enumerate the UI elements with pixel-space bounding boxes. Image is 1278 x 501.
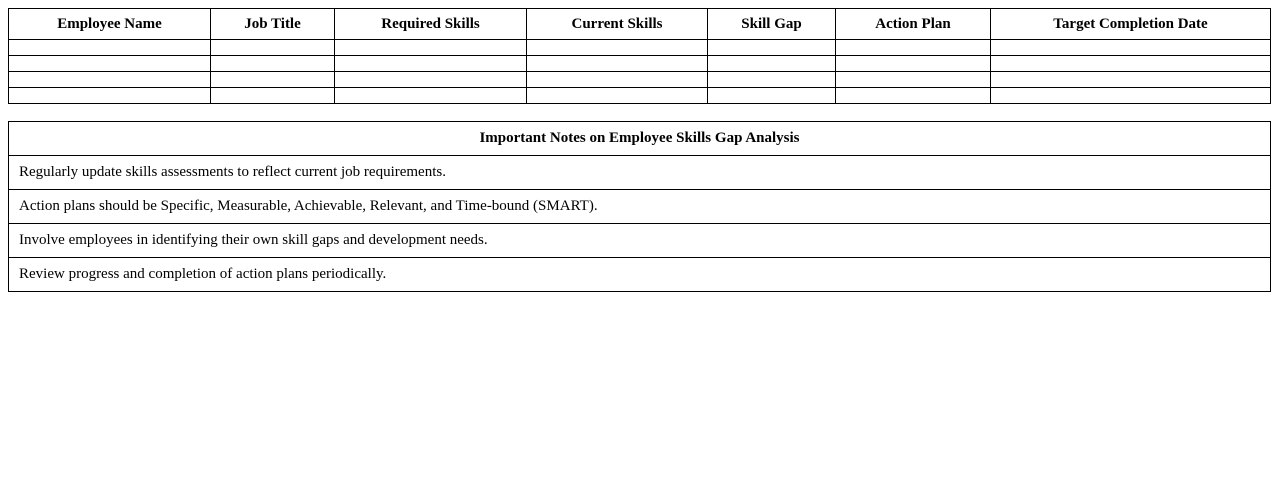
list-item — [9, 224, 1271, 258]
cell-required-skills[interactable] — [335, 40, 527, 56]
cell-current-skills[interactable] — [527, 72, 708, 88]
column-header-skill-gap: Skill Gap — [708, 9, 836, 40]
cell-required-skills[interactable] — [335, 56, 527, 72]
list-item — [9, 190, 1271, 224]
note-text: Regularly update skills assessments to reflect current job requirements. — [9, 156, 1271, 190]
column-header-required-skills: Required Skills — [335, 9, 527, 40]
note-text: Action plans should be Specific, Measurable, Achievable, Relevant, and Time-bound (SMART). — [9, 190, 1271, 224]
cell-target-completion-date[interactable] — [991, 40, 1271, 56]
cell-target-completion-date[interactable] — [991, 72, 1271, 88]
note-text: Review progress and completion of action plans periodically. — [9, 258, 1271, 292]
cell-skill-gap[interactable] — [708, 88, 836, 104]
cell-employee-name[interactable] — [9, 40, 211, 56]
table-row[interactable] — [9, 72, 1271, 88]
cell-current-skills[interactable] — [527, 88, 708, 104]
notes-title: Important Notes on Employee Skills Gap Analysis — [9, 122, 1271, 156]
cell-action-plan[interactable] — [836, 40, 991, 56]
cell-target-completion-date[interactable] — [991, 88, 1271, 104]
cell-job-title[interactable] — [211, 88, 335, 104]
cell-action-plan[interactable] — [836, 56, 991, 72]
cell-required-skills[interactable] — [335, 88, 527, 104]
cell-skill-gap[interactable] — [708, 40, 836, 56]
note-text: Involve employees in identifying their own skill gaps and development needs. — [9, 224, 1271, 258]
list-item — [9, 258, 1271, 292]
cell-skill-gap[interactable] — [708, 72, 836, 88]
cell-skill-gap[interactable] — [708, 56, 836, 72]
table-row[interactable] — [9, 40, 1271, 56]
cell-current-skills[interactable] — [527, 56, 708, 72]
cell-current-skills[interactable] — [527, 40, 708, 56]
important-notes-table — [8, 121, 1271, 292]
cell-action-plan[interactable] — [836, 88, 991, 104]
column-header-target-completion-date: Target Completion Date — [991, 9, 1271, 40]
cell-employee-name[interactable] — [9, 72, 211, 88]
cell-job-title[interactable] — [211, 40, 335, 56]
employee-skills-gap-table — [8, 8, 1271, 104]
column-header-current-skills: Current Skills — [527, 9, 708, 40]
list-item — [9, 156, 1271, 190]
cell-job-title[interactable] — [211, 72, 335, 88]
cell-target-completion-date[interactable] — [991, 56, 1271, 72]
cell-required-skills[interactable] — [335, 72, 527, 88]
column-header-job-title: Job Title — [211, 9, 335, 40]
column-header-employee-name: Employee Name — [9, 9, 211, 40]
column-header-action-plan: Action Plan — [836, 9, 991, 40]
cell-job-title[interactable] — [211, 56, 335, 72]
cell-action-plan[interactable] — [836, 72, 991, 88]
table-header-row — [9, 9, 1271, 40]
table-row[interactable] — [9, 88, 1271, 104]
notes-title-row — [9, 122, 1271, 156]
table-row[interactable] — [9, 56, 1271, 72]
table-spacer — [8, 104, 1270, 121]
cell-employee-name[interactable] — [9, 88, 211, 104]
cell-employee-name[interactable] — [9, 56, 211, 72]
